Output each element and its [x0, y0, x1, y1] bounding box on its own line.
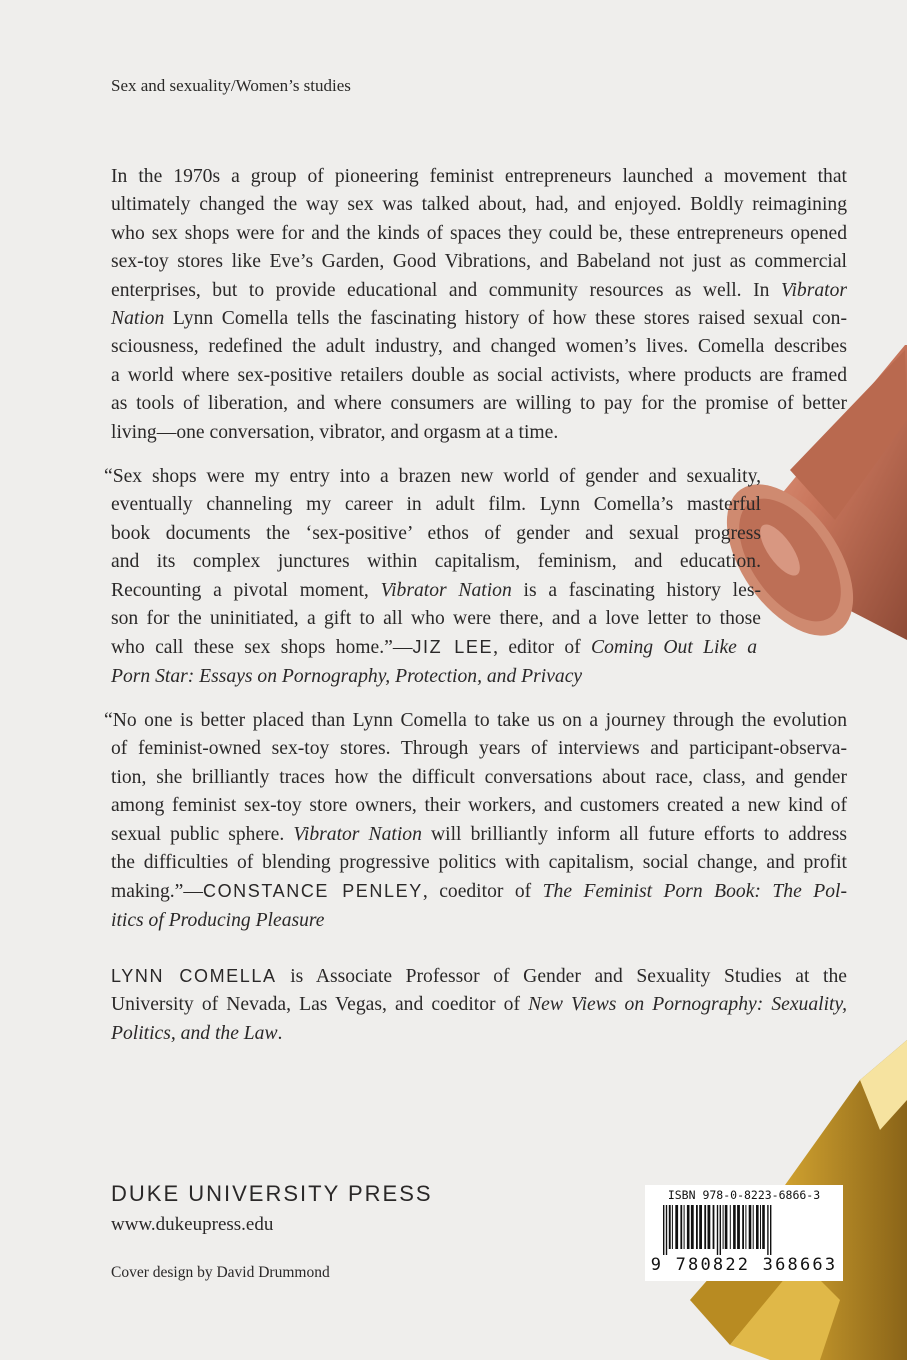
book-description — [111, 163, 847, 447]
description-line: In the 1970s a group of pioneering feminist entrepreneurs launched a movement that — [111, 166, 847, 187]
description-line: a world where sex-positive retailers double as social activists, where products are framed — [111, 364, 847, 386]
barcode-bar — [699, 1205, 702, 1249]
bio-line: LYNN COMELLA is Associate Professor of Gender and Sexuality Studies at the — [111, 966, 847, 987]
blurb-line: and its complex junctures within capitalism, feminism, and education. — [111, 551, 761, 573]
description-line: as tools of liberation, and where consumers are willing to pay for the promise of better — [111, 393, 847, 415]
blurb-line: who call these sex shops home.”—JIZ LEE, editor of Coming Out Like a — [111, 637, 757, 659]
blurb-author: CONSTANCE PENLEY — [202, 881, 423, 902]
barcode-bar — [669, 1205, 671, 1249]
blurb-line: the difficulties of blending progressive politics with capitalism, social change, and profit — [111, 852, 847, 874]
ean-number: 9 780822 368663 — [650, 1255, 838, 1275]
barcode-bar — [745, 1205, 746, 1249]
barcode-bar — [696, 1205, 698, 1249]
barcode-bar — [666, 1205, 667, 1255]
barcode-bar — [708, 1205, 711, 1249]
barcode-bar — [691, 1205, 694, 1249]
barcode-bar — [725, 1205, 728, 1249]
blurb-line: “No one is better placed than Lynn Comella to take us on a journey through the evolution — [104, 710, 847, 731]
barcode-bar — [672, 1205, 673, 1249]
description-line: who sex shops were for and the kinds of spaces they could be, these entrepreneurs opened — [111, 222, 847, 244]
blurb-author: JIZ LEE — [412, 637, 494, 658]
author-bio — [111, 962, 847, 1048]
barcode-bar — [742, 1205, 744, 1249]
barcode-bar — [737, 1205, 740, 1249]
author-name: LYNN COMELLA — [111, 966, 277, 986]
subject-category: Sex and sexuality/Women’s studies — [111, 76, 351, 95]
barcode-bar — [675, 1205, 678, 1249]
blurb-jiz-lee — [104, 463, 761, 691]
barcode-bar — [684, 1205, 685, 1249]
publisher-website: www.dukeupress.edu — [111, 1214, 274, 1235]
blurb-line: of feminist-owned sex-toy stores. Through years of interviews and participant-observa- — [111, 738, 847, 760]
barcode-bar — [760, 1205, 761, 1249]
barcode-bar — [687, 1205, 690, 1249]
blurb-line: making.”—CONSTANCE PENLEY, coeditor of The Feminist Porn Book: The Pol- — [111, 881, 847, 903]
barcode-bar — [680, 1205, 682, 1249]
blurb-line: “Sex shops were my entry into a brazen new world of gender and sexuality, — [104, 466, 761, 487]
barcode-bar — [770, 1205, 771, 1255]
bio-line: Politics, and the Law. — [111, 1022, 283, 1044]
description-line: ultimately changed the way sex was talked about, had, and enjoyed. Boldly reimagining — [111, 194, 847, 216]
blurb-line: eventually channeling my career in adult film. Lynn Comella’s masterful — [111, 494, 761, 516]
barcode-bar — [753, 1205, 754, 1249]
description-line: Nation Lynn Comella tells the fascinating history of how these stores raised sexual con- — [111, 308, 847, 330]
barcode-bar — [663, 1205, 664, 1255]
barcode-bar — [720, 1205, 721, 1255]
barcode-bar — [767, 1205, 768, 1255]
barcode-bar — [723, 1205, 724, 1249]
blurb-line: tion, she brilliantly traces how the difficult conversations about race, class, and gender — [111, 766, 847, 788]
bio-line: University of Nevada, Las Vegas, and coeditor of New Views on Pornography: Sexuality, — [111, 994, 847, 1016]
blurb-line: itics of Producing Pleasure — [111, 909, 325, 931]
blurb-line: Recounting a pivotal moment, Vibrator Nation is a fascinating history les- — [111, 579, 761, 601]
description-line: living—one conversation, vibrator, and orgasm at a time. — [111, 421, 559, 443]
barcode-bars — [651, 1205, 837, 1255]
barcode-bar — [762, 1205, 765, 1249]
blurb-constance-penley — [104, 707, 847, 935]
blurb-line: book documents the ‘sex-positive’ ethos of gender and sexual progress — [111, 522, 761, 544]
description-line: sciousness, redefined the adult industry, and changed women’s lives. Comella describes — [111, 336, 847, 358]
blurb-line: son for the uninitiated, a gift to all who were there, and a love letter to those — [111, 608, 761, 630]
cover-design-credit: Cover design by David Drummond — [111, 1264, 330, 1281]
barcode-bar — [704, 1205, 706, 1249]
blurb-line: sexual public sphere. Vibrator Nation will brilliantly inform all future efforts to address — [111, 823, 847, 845]
blurb-line: among feminist sex-toy store owners, their workers, and customers created a new kind of — [111, 795, 847, 817]
publisher-name: DUKE UNIVERSITY PRESS — [111, 1181, 433, 1206]
description-line: enterprises, but to provide educational and community resources as well. In Vibrator — [111, 279, 847, 301]
barcode-bar — [717, 1205, 718, 1255]
isbn-barcode — [645, 1185, 843, 1281]
isbn-label: ISBN 978-0-8223-6866-3 — [667, 1188, 821, 1202]
description-line: sex-toy stores like Eve’s Garden, Good Vibrations, and Babeland not just as commercial — [111, 251, 847, 273]
barcode-bar — [733, 1205, 736, 1249]
barcode-bar — [756, 1205, 759, 1249]
blurb-line: Porn Star: Essays on Pornography, Protection, and Privacy — [111, 665, 583, 687]
barcode-bar — [713, 1205, 715, 1249]
barcode-bar — [730, 1205, 731, 1249]
barcode-bar — [749, 1205, 752, 1249]
